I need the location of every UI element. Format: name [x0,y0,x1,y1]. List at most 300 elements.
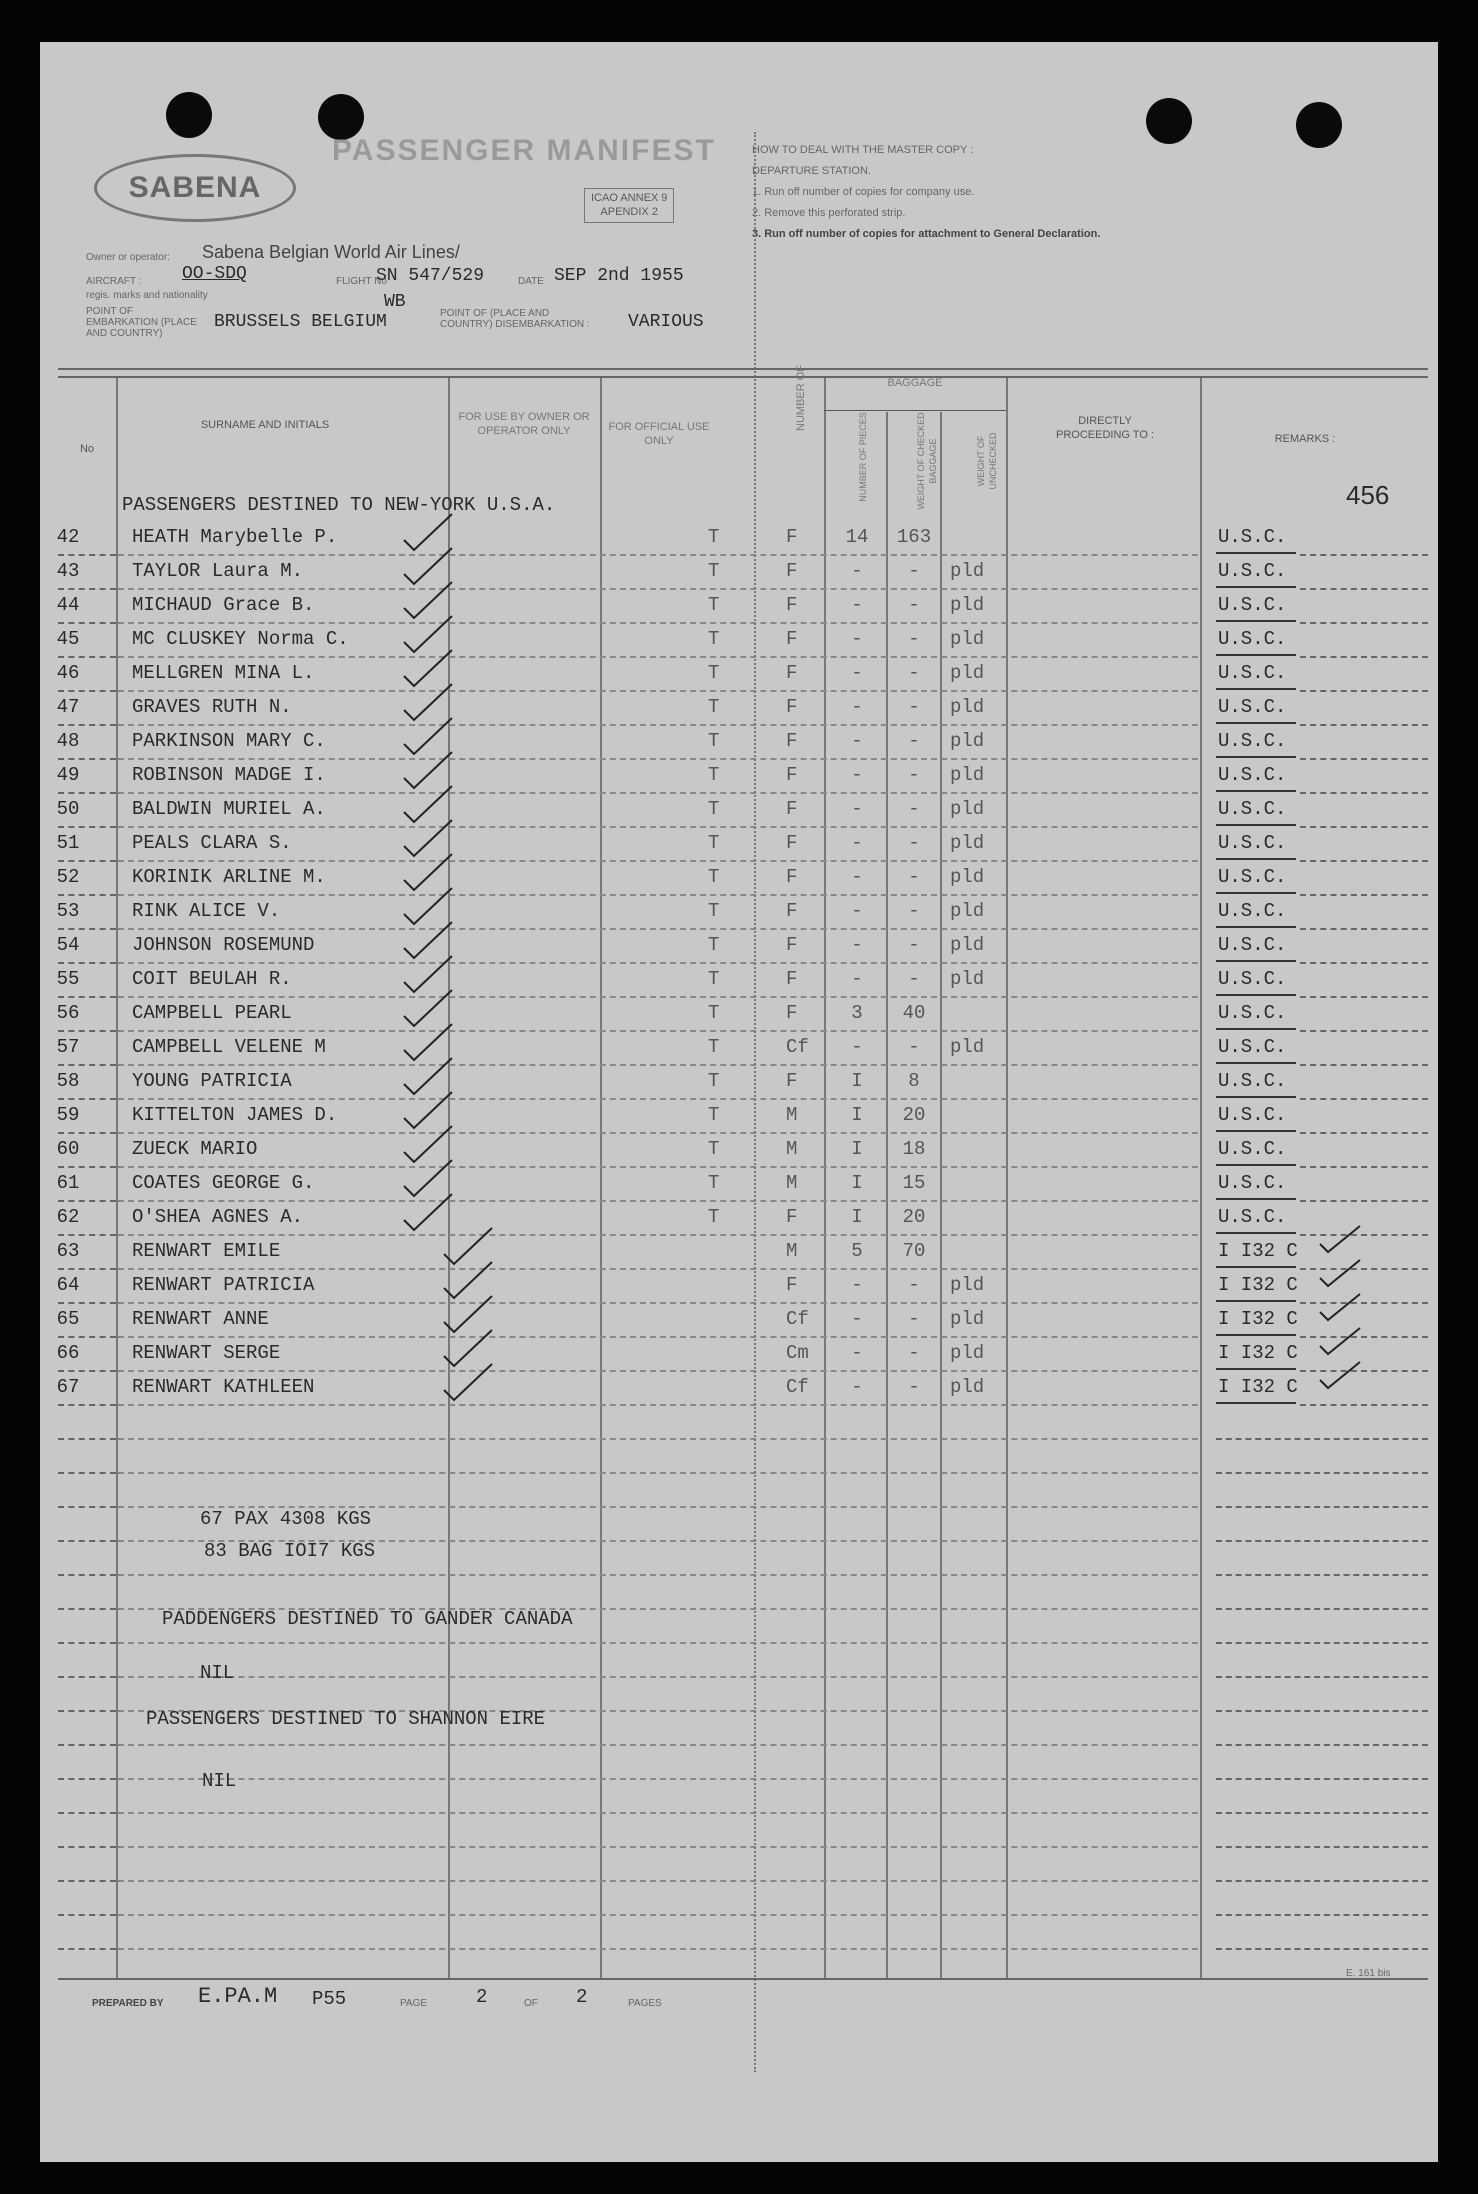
table-row [40,1338,1438,1372]
passenger-category: F [786,594,798,616]
passenger-name: COIT BEULAH R. [132,968,292,990]
remark-underline [1216,1402,1296,1404]
section-heading: PASSENGERS DESTINED TO NEW-YORK U.S.A. [122,494,556,516]
passenger-number: 42 [56,526,80,548]
passenger-name: GRAVES RUTH N. [132,696,292,718]
prepared-label: PREPARED BY [92,1998,164,2009]
remark: U.S.C. [1218,1104,1287,1126]
baggage-weight: - [908,968,920,990]
passenger-name: TAYLOR Laura M. [132,560,304,582]
passenger-number: 65 [56,1308,80,1330]
remark-underline [1216,790,1296,792]
table-row [40,1066,1438,1100]
of-value: 2 [576,1986,588,2008]
check-mark-icon [440,1362,500,1402]
table-row [40,896,1438,930]
passenger-class: T [708,968,720,990]
passenger-category: F [786,934,798,956]
remark: U.S.C. [1218,764,1287,786]
passenger-name: HEATH Marybelle P. [132,526,338,548]
page-title: PASSENGER MANIFEST [332,134,716,167]
remark-underline [1216,1028,1296,1030]
wb-mark: WB [384,292,406,312]
passenger-class: T [708,1036,720,1058]
table-row [40,658,1438,692]
table-top-rule [58,376,1428,378]
passenger-category: F [786,560,798,582]
pages-label: PAGES [628,1998,662,2009]
date-value: SEP 2nd 1955 [554,266,684,286]
remark-underline [1216,688,1296,690]
baggage-weight: - [908,1036,920,1058]
passenger-category: Cf [786,1308,809,1330]
passenger-number: 54 [56,934,80,956]
row-rule [58,1574,116,1576]
passenger-name: MC CLUSKEY Norma C. [132,628,349,650]
baggage-pieces: - [851,662,863,684]
passenger-class: T [708,1104,720,1126]
aircraft-value: OO-SDQ [182,264,247,284]
table-row [40,590,1438,624]
row-rule [58,1472,116,1474]
row-rule [58,1506,116,1508]
row-rule [58,1744,116,1746]
passenger-category: F [786,832,798,854]
cabin-baggage: pld [950,1308,985,1330]
registration-label: regis. marks and nationality [86,290,208,301]
row-rule [1216,1880,1428,1882]
sabena-logo: SABENA [94,154,296,222]
remark-underline [1216,1334,1296,1336]
table-row [40,794,1438,828]
col-weight: WEIGHT OF CHECKED BAGGAGE [916,412,938,510]
passenger-category: F [786,1002,798,1024]
passenger-class: T [708,730,720,752]
passenger-name: ROBINSON MADGE I. [132,764,326,786]
cabin-baggage: pld [950,934,985,956]
row-rule [1216,1506,1428,1508]
passenger-category: F [786,628,798,650]
shannon-heading: PASSENGERS DESTINED TO SHANNON EIRE [146,1708,546,1730]
remark-underline [1216,1300,1296,1302]
remark: I I32 C [1218,1342,1298,1364]
remark: U.S.C. [1218,1002,1287,1024]
baggage-pieces: - [851,934,863,956]
row-rule [118,1846,1198,1848]
table-row [40,556,1438,590]
baggage-weight: 70 [902,1240,926,1262]
baggage-weight: - [908,1376,920,1398]
row-rule [1216,1676,1428,1678]
passenger-number: 56 [56,1002,80,1024]
row-rule [1216,1744,1428,1746]
row-rule [118,1948,1198,1950]
passenger-number: 64 [56,1274,80,1296]
passenger-name: YOUNG PATRICIA [132,1070,292,1092]
table-row [40,1134,1438,1168]
remark-underline [1216,1130,1296,1132]
cabin-baggage: pld [950,730,985,752]
instructions [752,140,1100,245]
row-rule [1216,1948,1428,1950]
baggage-pieces: - [851,1036,863,1058]
passenger-name: COATES GEORGE G. [132,1172,315,1194]
passenger-category: M [786,1172,798,1194]
row-rule [1216,1642,1428,1644]
baggage-weight: - [908,900,920,922]
table-row [40,930,1438,964]
punch-hole [166,92,212,138]
row-rule [58,1438,116,1440]
col-remarks: REMARKS : [1274,433,1336,445]
passenger-class: T [708,764,720,786]
passenger-name: RENWART EMILE [132,1240,281,1262]
table-row [40,1032,1438,1066]
passenger-class: T [708,628,720,650]
col-proceeding: DIRECTLY PROCEEDING TO : [1055,415,1154,442]
passenger-number: 49 [56,764,80,786]
row-rule [118,1778,1198,1780]
cabin-baggage: pld [950,832,985,854]
passenger-name: MICHAUD Grace B. [132,594,315,616]
summary-bag: 83 BAG IOI7 KGS [204,1540,376,1562]
remark: U.S.C. [1218,798,1287,820]
check-mark-icon [1316,1358,1366,1392]
passenger-class: T [708,866,720,888]
remark-underline [1216,654,1296,656]
cabin-baggage: pld [950,594,985,616]
instruction-line: 3. Run off number of copies for attachment to General Declaration. [752,228,1101,240]
passenger-name: KORINIK ARLINE M. [132,866,326,888]
baggage-pieces: I [851,1206,863,1228]
passenger-class: T [708,798,720,820]
row-rule [1216,1438,1428,1440]
row-rule [1216,1812,1428,1814]
cabin-baggage: pld [950,1274,985,1296]
baggage-weight: 20 [902,1206,926,1228]
disembarkation-label: POINT OF (PLACE AND COUNTRY) DISEMBARKATION : [440,308,590,330]
remark-underline [1216,926,1296,928]
row-rule [58,1812,116,1814]
col-baggage: BAGGAGE [887,377,943,389]
baggage-weight: 163 [896,526,932,548]
instruction-line: DEPARTURE STATION. [752,165,871,177]
operator-value: Sabena Belgian World Air Lines/ [202,242,460,262]
passenger-number: 63 [56,1240,80,1262]
passenger-number: 50 [56,798,80,820]
baggage-pieces: - [851,1376,863,1398]
baggage-weight: 15 [902,1172,926,1194]
summary-pax: 67 PAX 4308 KGS [200,1508,372,1530]
baggage-pieces: I [851,1070,863,1092]
remark-underline [1216,824,1296,826]
passenger-class: T [708,1206,720,1228]
passenger-number: 51 [56,832,80,854]
cabin-baggage: pld [950,1376,985,1398]
table-top-rule [58,368,1428,370]
canada-heading: PADDENGERS DESTINED TO GANDER CANADA [162,1608,573,1630]
passenger-class: T [708,594,720,616]
passenger-number: 67 [56,1376,80,1398]
date-label: DATE [518,276,544,287]
row-rule [118,1404,1198,1406]
row-rule [118,1880,1198,1882]
passenger-number: 48 [56,730,80,752]
table-row [40,1202,1438,1236]
row-rule [58,1710,116,1712]
passenger-category: Cf [786,1376,809,1398]
baggage-weight: 8 [908,1070,920,1092]
canada-value: NIL [200,1662,235,1684]
passenger-class: T [708,526,720,548]
remark: U.S.C. [1218,526,1287,548]
row-rule [1216,1608,1428,1610]
remark-underline [1216,756,1296,758]
remark-underline [1216,1062,1296,1064]
passenger-category: F [786,764,798,786]
baggage-pieces: - [851,798,863,820]
flight-value: SN 547/529 [376,266,485,286]
passenger-number: 61 [56,1172,80,1194]
baggage-weight: - [908,628,920,650]
passenger-name: KITTELTON JAMES D. [132,1104,338,1126]
remark: U.S.C. [1218,1172,1287,1194]
baggage-pieces: 5 [851,1240,863,1262]
annex-line: ICAO ANNEX 9 [591,192,668,204]
row-rule [58,1914,116,1916]
punch-hole [1146,98,1192,144]
remark: U.S.C. [1218,900,1287,922]
row-rule [1216,1710,1428,1712]
check-mark-icon [1316,1222,1366,1256]
table-bottom-rule [58,1978,1428,1980]
prepared-code: P55 [312,1988,347,2010]
passenger-category: F [786,968,798,990]
row-rule [58,1880,116,1882]
row-rule [58,1846,116,1848]
baggage-pieces: - [851,560,863,582]
table-row [40,1236,1438,1270]
baggage-pieces: - [851,628,863,650]
aircraft-label: AIRCRAFT : [86,276,142,287]
baggage-weight: 18 [902,1138,926,1160]
passenger-category: Cf [786,1036,809,1058]
passenger-number: 47 [56,696,80,718]
passenger-number: 46 [56,662,80,684]
baggage-pieces: I [851,1138,863,1160]
baggage-pieces: - [851,1308,863,1330]
passenger-name: RENWART ANNE [132,1308,269,1330]
col-unchecked: WEIGHT OF UNCHECKED [976,432,998,490]
row-rule [118,1676,1198,1678]
cabin-baggage: pld [950,560,985,582]
of-label: OF [524,1998,538,2009]
passenger-number: 55 [56,968,80,990]
table-row [40,1270,1438,1304]
passenger-number: 52 [56,866,80,888]
disembarkation-value: VARIOUS [628,312,704,332]
baggage-weight: - [908,696,920,718]
baggage-pieces: - [851,696,863,718]
row-rule [118,1744,1198,1746]
remark: U.S.C. [1218,628,1287,650]
passenger-name: JOHNSON ROSEMUND [132,934,315,956]
cabin-baggage: pld [950,662,985,684]
table-row [40,726,1438,760]
remark: U.S.C. [1218,594,1287,616]
annex-line: APENDIX 2 [600,206,658,219]
remark: U.S.C. [1218,1206,1287,1228]
page-label: PAGE [400,1998,428,2009]
remark-underline [1216,994,1296,996]
passenger-category: F [786,526,798,548]
cabin-baggage: pld [950,696,985,718]
check-mark-icon [1316,1256,1366,1290]
remark-underline [1216,1198,1296,1200]
remark: U.S.C. [1218,934,1287,956]
col-surname: SURNAME AND INITIALS [200,419,330,431]
remark-underline [1216,1096,1296,1098]
manifest-sheet [40,42,1438,2162]
passenger-category: F [786,900,798,922]
passenger-category: M [786,1240,798,1262]
passenger-name: CAMPBELL PEARL [132,1002,292,1024]
table-row [40,828,1438,862]
row-rule [58,1642,116,1644]
baggage-weight: 40 [902,1002,926,1024]
row-rule [118,1574,1198,1576]
baggage-pieces: - [851,1274,863,1296]
passenger-class: T [708,560,720,582]
shannon-value: NIL [202,1770,237,1792]
instruction-line: 2. Remove this perforated strip. [752,207,906,219]
baggage-pieces: - [851,1342,863,1364]
remark-underline [1216,586,1296,588]
passenger-category: F [786,798,798,820]
baggage-weight: - [908,594,920,616]
cabin-baggage: pld [950,1342,985,1364]
passenger-category: F [786,1206,798,1228]
passenger-number: 43 [56,560,80,582]
cabin-baggage: pld [950,798,985,820]
table-row [40,624,1438,658]
embarkation-value: BRUSSELS BELGIUM [214,312,387,332]
passenger-class: T [708,934,720,956]
passenger-number: 53 [56,900,80,922]
instruction-line: 1. Run off number of copies for company use. [752,186,975,198]
passenger-class: T [708,1138,720,1160]
baggage-pieces: I [851,1104,863,1126]
remark: U.S.C. [1218,696,1287,718]
passenger-number: 59 [56,1104,80,1126]
baggage-pieces: - [851,900,863,922]
baggage-pieces: 14 [845,526,869,548]
baggage-weight: 20 [902,1104,926,1126]
check-mark-icon [1316,1324,1366,1358]
remark-underline [1216,1368,1296,1370]
row-rule [1216,1472,1428,1474]
remark: U.S.C. [1218,968,1287,990]
instruction-line: HOW TO DEAL WITH THE MASTER COPY : [752,144,974,156]
baggage-weight: - [908,934,920,956]
passenger-name: PEALS CLARA S. [132,832,292,854]
passenger-name: MELLGREN MINA L. [132,662,315,684]
table-row [40,1100,1438,1134]
row-rule [1300,1404,1428,1406]
remark: I I32 C [1218,1376,1298,1398]
passenger-number: 62 [56,1206,80,1228]
table-row [40,692,1438,726]
remark: U.S.C. [1218,730,1287,752]
baggage-pieces: - [851,764,863,786]
prepared-by: E.PA.M [198,1984,278,2009]
form-number: E. 161 bis [1346,1968,1391,1979]
passenger-category: F [786,866,798,888]
col-no: No [79,443,95,455]
passenger-name: CAMPBELL VELENE M [132,1036,326,1058]
passenger-name: BALDWIN MURIEL A. [132,798,326,820]
row-rule [118,1438,1198,1440]
passenger-class: T [708,1002,720,1024]
col-owner: FOR USE BY OWNER OR OPERATOR ONLY [458,411,590,438]
row-rule [1216,1540,1428,1542]
check-mark-icon [1316,1290,1366,1324]
row-rule [58,1608,116,1610]
row-rule [1216,1574,1428,1576]
operator-label: Owner or operator: [86,252,170,263]
baggage-weight: - [908,798,920,820]
cabin-baggage: pld [950,764,985,786]
baggage-weight: - [908,832,920,854]
baggage-weight: - [908,662,920,684]
punch-hole [1296,102,1342,148]
baggage-pieces: - [851,832,863,854]
remark: U.S.C. [1218,662,1287,684]
baggage-pieces: - [851,730,863,752]
row-rule [58,1540,116,1542]
remark: U.S.C. [1218,832,1287,854]
baggage-weight: - [908,730,920,752]
remark: U.S.C. [1218,866,1287,888]
col-official: FOR OFFICIAL USE ONLY [608,421,710,448]
passenger-class: T [708,1172,720,1194]
row-rule [58,1676,116,1678]
passenger-number: 60 [56,1138,80,1160]
remark: I I32 C [1218,1240,1298,1262]
passenger-name: RENWART KATHLEEN [132,1376,315,1398]
table-row [40,862,1438,896]
remark-underline [1216,960,1296,962]
cabin-baggage: pld [950,900,985,922]
remark: U.S.C. [1218,1138,1287,1160]
table-row [40,1372,1438,1406]
passenger-class: T [708,900,720,922]
passenger-number: 58 [56,1070,80,1092]
row-rule [118,1642,1198,1644]
row-rule [1216,1846,1428,1848]
row-rule [58,1948,116,1950]
remark: I I32 C [1218,1274,1298,1296]
cabin-baggage: pld [950,866,985,888]
col-pieces: NUMBER OF PIECES [858,412,868,502]
passenger-name: RENWART SERGE [132,1342,281,1364]
passenger-name: RINK ALICE V. [132,900,281,922]
page-number: 456 [1346,480,1390,510]
passenger-category: F [786,1070,798,1092]
passenger-number: 57 [56,1036,80,1058]
passenger-category: M [786,1138,798,1160]
remark-underline [1216,892,1296,894]
